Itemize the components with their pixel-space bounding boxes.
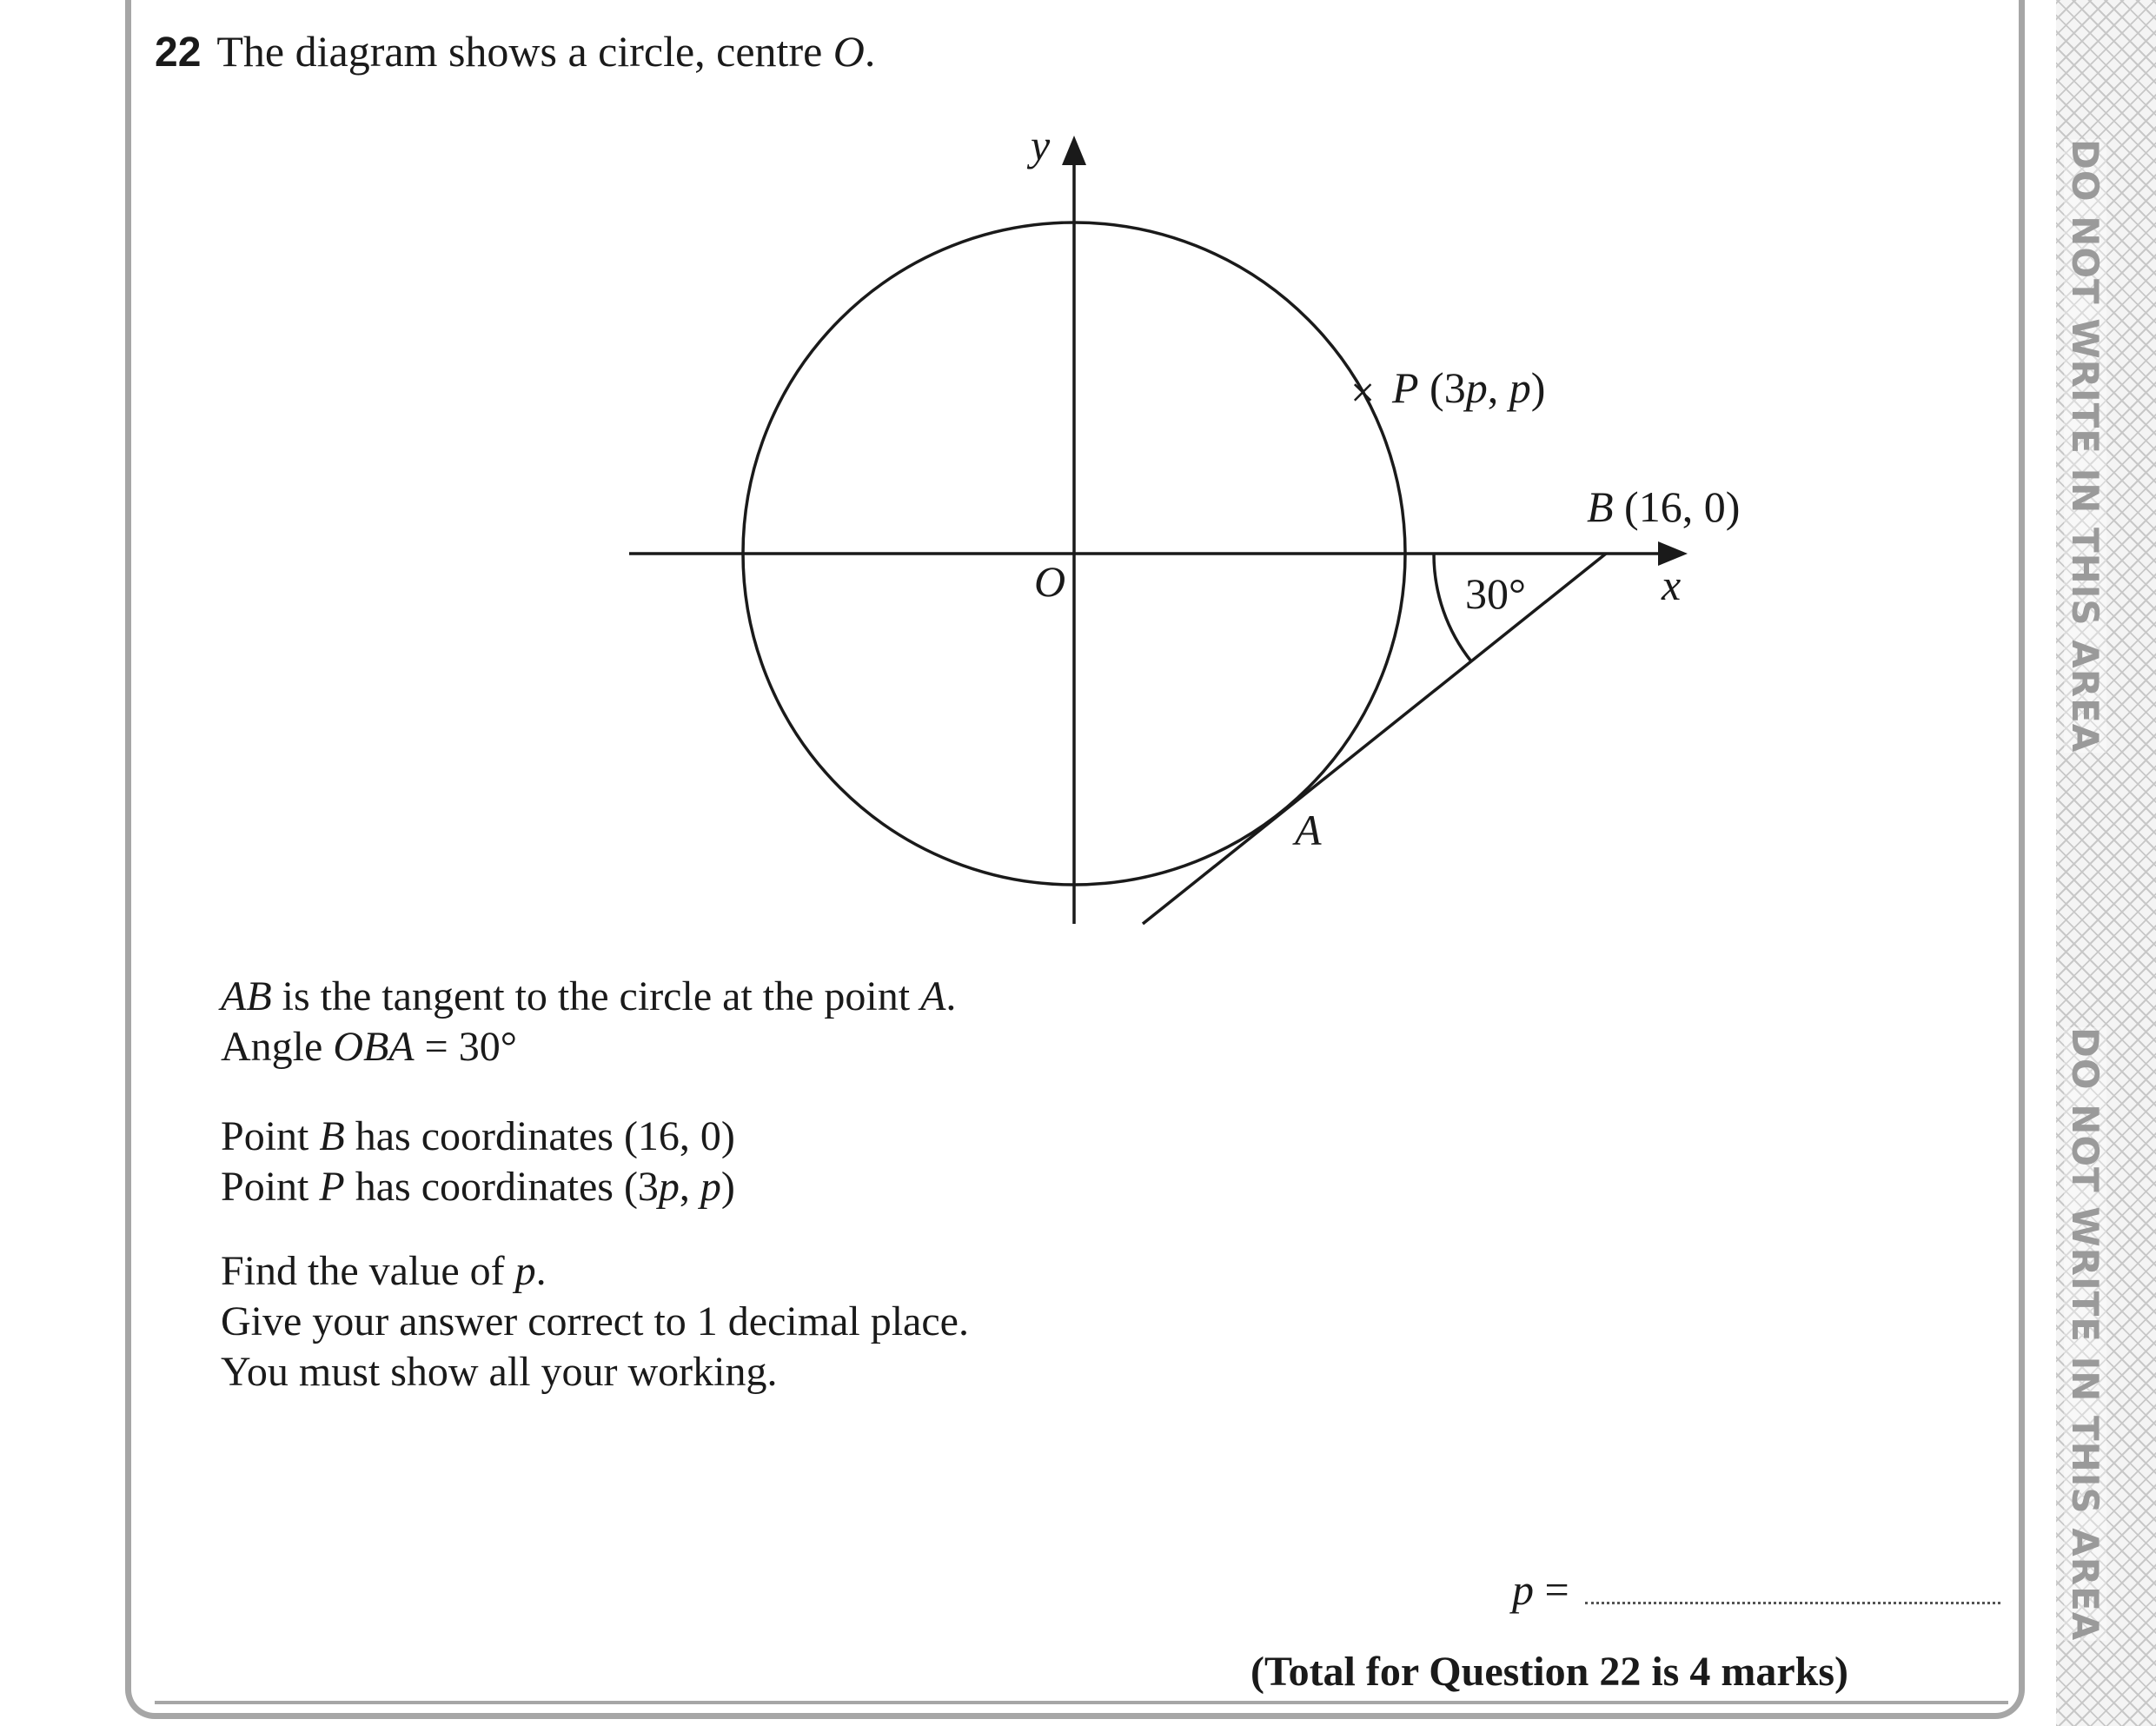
tangent-line-ab — [1143, 554, 1606, 924]
line-6: Give your answer correct to 1 decimal place. — [221, 1298, 969, 1344]
answer-line — [1512, 1564, 2000, 1615]
question-intro-var: O — [833, 27, 865, 76]
text-oba: OBA — [333, 1024, 415, 1070]
y-axis-arrow — [1062, 136, 1086, 165]
y-axis-label: y — [1031, 121, 1051, 169]
text-p: P — [319, 1164, 345, 1210]
answer-field[interactable] — [1585, 1569, 2000, 1604]
point-a-label: A — [1295, 806, 1322, 854]
text-point-p: Point — [221, 1164, 320, 1210]
text-find-p: p — [514, 1248, 536, 1294]
answer-var: p — [1512, 1565, 1534, 1614]
text-b-coords: has coordinates (16, 0) — [344, 1113, 735, 1159]
text-ab: AB — [221, 973, 272, 1019]
text-angle: Angle — [221, 1024, 334, 1070]
text-p-coords-a: has coordinates (3 — [344, 1164, 659, 1210]
origin-label: O — [1034, 557, 1066, 606]
tangent-statement — [221, 972, 956, 1072]
line-1 — [221, 972, 956, 1022]
line-7: You must show all your working. — [221, 1349, 778, 1395]
answer-equals: = — [1534, 1565, 1569, 1614]
margin-warning-bottom: DO NOT WRITE IN THIS AREA — [2064, 1027, 2106, 1642]
margin-warning-top: DO NOT WRITE IN THIS AREA — [2064, 139, 2106, 753]
question-number: 22 — [155, 30, 202, 76]
angle-label: 30° — [1465, 569, 1526, 618]
question-intro: The diagram shows a circle, centre — [216, 27, 833, 76]
question-intro-end: . — [864, 27, 876, 76]
text-b: B — [319, 1113, 345, 1159]
instructions — [221, 1246, 969, 1397]
point-b-label: B (16, 0) — [1587, 482, 1741, 531]
line-2 — [221, 1022, 956, 1072]
text-find: Find the value of — [221, 1248, 515, 1294]
line-4 — [221, 1162, 735, 1212]
total-marks: (Total for Question 22 is 4 marks) — [1250, 1649, 1848, 1695]
text-a: A — [920, 973, 946, 1019]
text-point: Point — [221, 1113, 320, 1159]
x-axis-label: x — [1662, 561, 1682, 609]
point-p-label: P (3p, p) — [1392, 363, 1546, 412]
text-period: . — [945, 973, 957, 1019]
text-tangent: is the tangent to the circle at the point — [271, 973, 921, 1019]
text-p-var1: p — [658, 1164, 680, 1210]
line-5 — [221, 1246, 969, 1297]
line-3 — [221, 1112, 735, 1162]
text-find-period: . — [535, 1248, 547, 1294]
point-p-marker: × — [1350, 368, 1376, 416]
text-angle-value: = 30° — [414, 1024, 517, 1070]
text-close-paren: ) — [720, 1164, 735, 1210]
text-comma: , — [679, 1164, 700, 1210]
text-p-var2: p — [700, 1164, 721, 1210]
coordinates-statement — [221, 1112, 735, 1212]
